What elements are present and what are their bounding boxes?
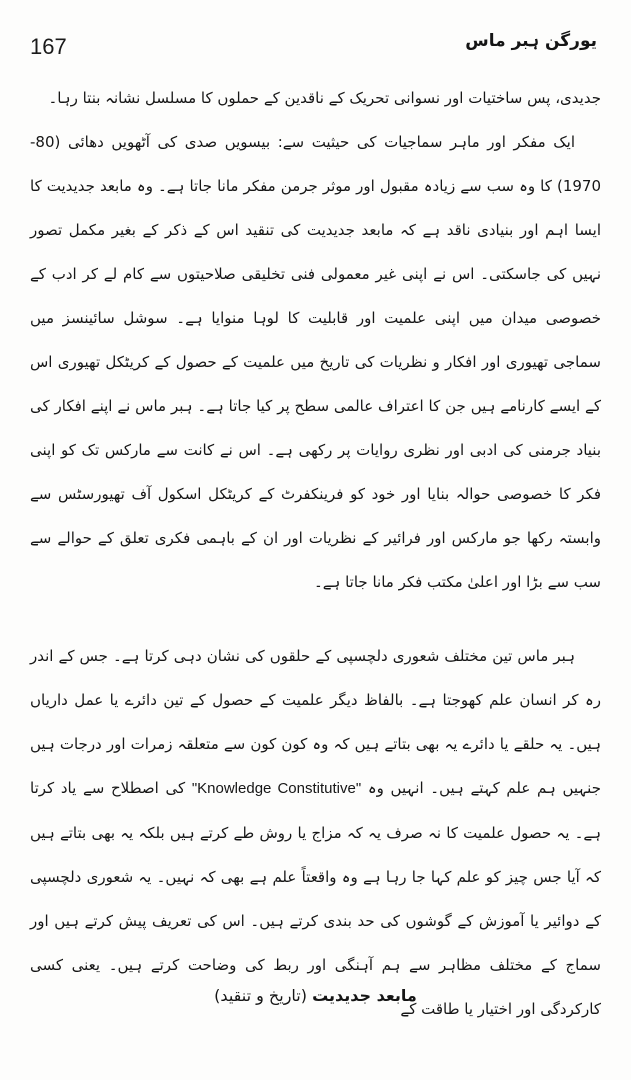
english-term: "Knowledge Constitutive" <box>191 780 362 797</box>
footer-book-title: مابعد جدیدیت <box>312 986 417 1005</box>
running-header-title: یورگن ہبر ماس <box>465 31 597 51</box>
paragraph-1: جدیدی، پس ساختیات اور نسوانی تحریک کے ناقدین کے حملوں کا مسلسل نشانہ بنتا رہا۔ <box>48 89 601 107</box>
paragraph-3 <box>30 634 601 1031</box>
paragraph-3-part-1: ہبر ماس تین مختلف شعوری دلچسپی کے حلقوں کی نشان دہی کرتا ہے۔ جس کے اندر رہ کر انسان علم کھوجتا ہے۔ بالفاظ دیگر علمیت کے حصول کے تین دائرے یا عمل داریاں ہیں۔ یہ حلقے یا دائرے یہ بھی بتاتے ہیں کہ وہ کون کون سے متعلقہ زمرات اور درجات ہیں جنہیں ہم علم کہتے ہیں۔ انہیں وہ <box>30 647 601 797</box>
paragraph-2: ایک مفکر اور ماہر سماجیات کی حیثیت سے: بیسویں صدی کی آٹھویں دھائی (80-1970) کا وہ سب سے زیادہ مقبول اور موثر جرمن مفکر مانا جاتا ہے۔ وہ مابعد جدیدیت کا ایسا اہم اور بنیادی ناقد ہے کہ مابعد جدیدیت کی تنقید اس کے ذکر کے بغیر مکمل تصور نہیں کی جاسکتی۔ اس نے اپنی غیر معمولی فنی تخلیقی صلاحیتوں سے کام لے کر ادب کے خصوصی میدان میں اپنی علمیت اور قابلیت کا لوہا منوایا ہے۔ سوشل سائینسز میں سماجی تھیوری اور افکار و نظریات کی تاریخ میں علمیت کے حصول کے کریٹکل تھیوری اس کے ایسے کارنامے ہیں جن کا اعتراف عالمی سطح پر کیا جاتا ہے۔ ہبر ماس نے اپنے افکار کی بنیاد جرمنی کی ادبی اور نظری روایات پر رکھی ہے۔ اس نے کانت سے مارکس تک کو اپنی فکر کا خصوصی حوالہ بنایا اور خود کو فرینکفرٹ کے کریٹکل اسکول آف تھیورسٹس سے وابستہ رکھا جو مارکس اور فرائیر کے نظریات اور ان کے باہمی فکری تعلق کے حوالے سے سب سے بڑا اور اعلیٰ مکتب فکر مانا جاتا ہے۔ <box>30 133 601 591</box>
page-footer <box>0 986 631 1005</box>
paragraph-3-part-2: کی اصطلاح سے یاد کرتا ہے۔ یہ حصول علمیت کا نہ صرف یہ کہ مزاج یا روش طے کرتے ہیں بلکہ یہ بھی بتاتے ہیں کہ آیا جس چیز کو علم کہا جا رہا ہے وہ واقعتاً علم ہے بھی کہ نہیں۔ یہ شعوری دلچسپی کے دوائیر یا آموزش کے گوشوں کی حد بندی کرتے ہیں۔ اس کی تعریف پیش کرتے ہیں اور سماج کے مختلف مظاہر سے ہم آہنگی اور ربط کی وضاحت کرتے ہیں۔ یعنی کسی کارکردگی اور اختیار یا طاقت کے <box>30 779 601 1018</box>
page-number: 167 <box>30 34 67 59</box>
body-text <box>30 76 601 1031</box>
footer-subtitle: (تاریخ و تنقید) <box>214 986 307 1005</box>
